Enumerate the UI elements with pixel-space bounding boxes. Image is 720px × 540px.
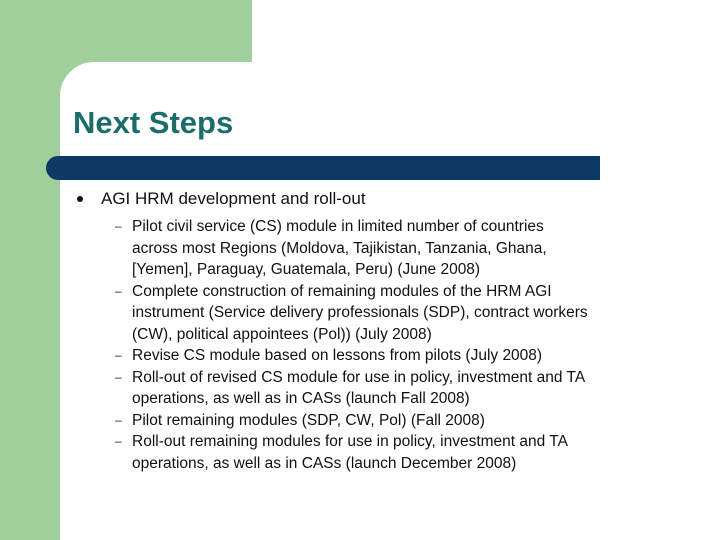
sub-bullet-line: Roll-out remaining modules for use in policy, investment and TA [132,433,568,450]
sub-bullet-item [115,410,675,432]
sub-bullet-item [115,345,675,367]
dash-bullet-icon: – [115,412,122,427]
sub-bullet-line: operations, as well as in CASs (launch Fall 2008) [132,390,470,407]
sub-bullet-line: Roll-out of revised CS module for use in policy, investment and TA [132,368,586,386]
dash-bullet-icon: – [115,283,122,298]
bullet-dot-icon [77,196,83,202]
dash-bullet-icon: – [115,369,122,384]
dash-bullet-icon: – [115,348,122,362]
sub-bullet-line: Complete construction of remaining modules of the HRM AGI [132,282,552,300]
sub-bullet-line: Revise CS module based on lessons from pilots (July 2008) [132,347,543,364]
slide-title: Next Steps [73,105,234,140]
sub-bullet-list [115,216,675,474]
sub-bullet-line: operations, as well as in CASs (launch December 2008) [132,454,517,472]
sub-bullet-line: Pilot remaining modules (SDP, CW, Pol) (Fall 2008) [132,411,485,429]
sub-bullet-item [115,281,675,346]
main-bullet-text: AGI HRM development and roll-out [101,189,366,208]
sub-bullet-line: (CW), political appointees (Pol)) (July 2008) [132,325,432,343]
sub-bullet-item [115,367,675,410]
sub-bullet-line: across most Regions (Moldova, Tajikistan, Tanzania, Ghana, [132,239,547,257]
sub-bullet-line: instrument (Service delivery professionals (SDP), contract workers [132,304,588,321]
sub-bullet-item [115,431,675,474]
sub-bullet-item [115,216,675,281]
dash-bullet-icon: – [115,219,122,233]
dash-bullet-icon: – [115,434,122,448]
sub-bullet-line: [Yemen], Paraguay, Guatemala, Peru) (June 2008) [132,261,481,278]
sub-bullet-line: Pilot civil service (CS) module in limited number of countries [132,218,544,235]
title-underline-bar [46,156,600,180]
